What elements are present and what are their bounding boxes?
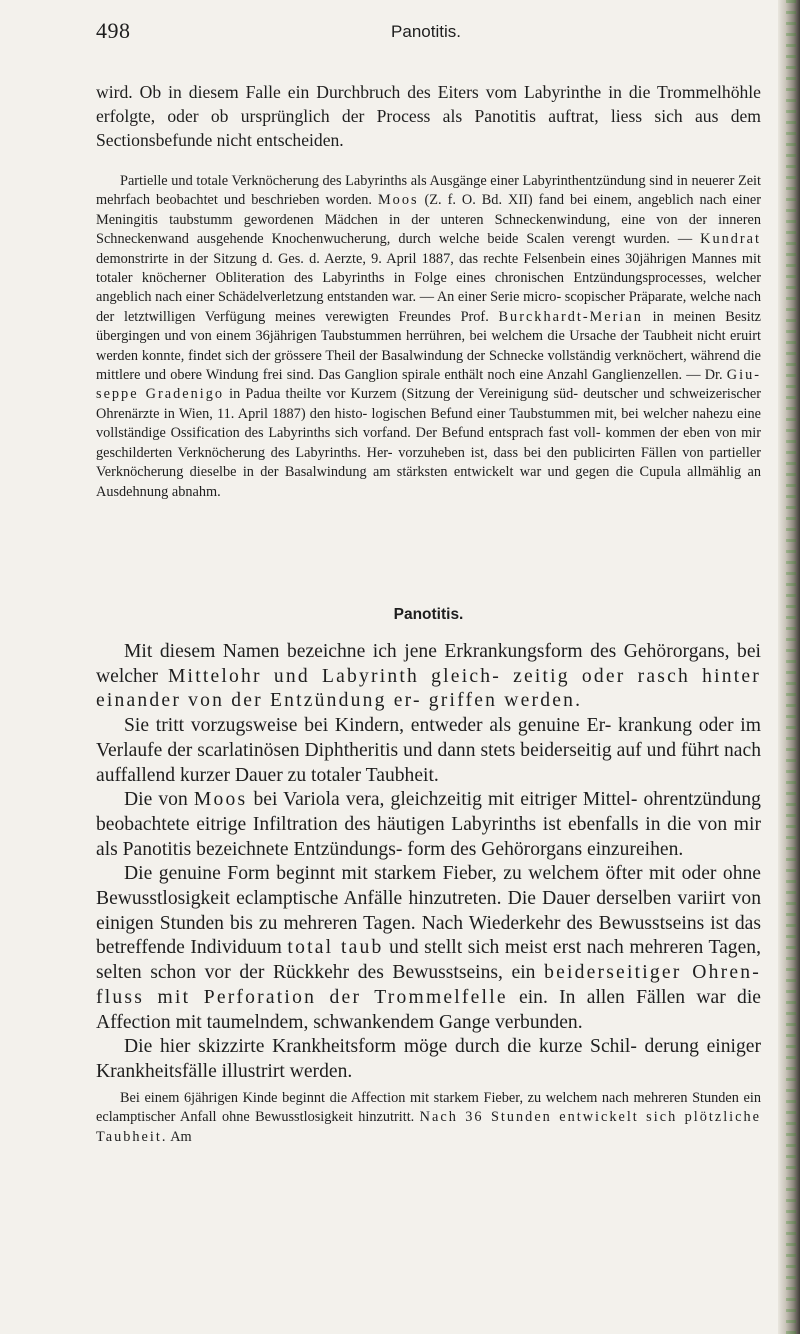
page-header — [96, 18, 756, 52]
opening-paragraph: wird. Ob in diesem Falle ein Durchbruch des Eiters vom Labyrinthe in die Trommelhöhle erfolgte, oder ob ursprünglich der Process als Panotitis auftrat, liess sich aus dem Sectionsbefunde nicht entscheiden. — [96, 82, 761, 150]
small-text-d: in meinen Besitz übergingen und von einem 36jährigen Taubstummen herrühren, bei welchem die Ursache der Taubheit nicht eruirt werden konnte, findet sich der grössere Theil der Basalwindung der Schnecke vollständig verknöchert, während die mittlere und obere Windung frei sind. Das Ganglion spirale enthält noch eine Anzahl Ganglienzellen. — Dr. — [96, 308, 762, 384]
genuine-text-c: ein. In allen Fällen war die Affection mit taumelndem, schwankendem Gange verbunden. — [96, 986, 761, 1033]
genuine-form-paragraph — [96, 862, 761, 1035]
main-text-block — [96, 640, 761, 1085]
small-print-paragraph — [96, 172, 761, 502]
spine-color-marks — [786, 0, 796, 1334]
upper-text-block — [96, 80, 761, 502]
author-moos: Moos — [377, 192, 419, 209]
small-text-a: Partielle und totale Verknöcherung des Labyrinths als Ausgänge einer Labyrinthentzündung sind in neuerer Zeit mehrfach beobachtet und beschrieben worden. — [96, 173, 761, 209]
case-text-a: Bei einem 6jährigen Kinde beginnt die Affection mit starkem Fieber, zu welchem nach mehreren Stunden ein eclamptischer Anfall ohne Bewusstlosigkeit hinzutritt. — [96, 1090, 761, 1126]
small-text-c: demonstrirte in der Sitzung d. Ges. d. Aerzte, 9. April 1887, das rechte Felsenbein eines 30jährigen Mannes mit totaler knöcherner Obliteration des Labyrinths in Folge eines chronischen Entzündungsprocesses, welcher angeblich nach einer Schädelverletzung entstanden war. — An einer Serie micro- scopischer Präparate, welche nach der letztwilligen Verfügung meines verewigten Freundes Prof. — [96, 250, 761, 325]
section-heading: Panotitis. — [393, 606, 464, 623]
variola-paragraph — [96, 788, 761, 862]
genuine-text-a: Die genuine Form beginnt mit starkem Fieber, zu welchem öfter mit oder ohne Bewusstlosigkeit eclamptische Anfälle hinzutreten. Die Dauer derselben variirt von einigen Stunden bis zu mehreren Tagen. Nach Wiederkehr des Bewusstseins ist das betreffende Individuum — [96, 863, 761, 959]
intro-paragraph — [96, 640, 761, 714]
genuine-text-b: und stellt sich meist erst nach mehreren Tagen, selten schon vor der Rückkehr des Bewusstseins, ein — [96, 937, 761, 984]
case-text-c: Am — [170, 1128, 192, 1145]
intro-text: Mit diesem Namen bezeichne ich jene Erkrankungsform des Gehörorgans, bei welcher — [96, 641, 761, 687]
cases-paragraph: Die hier skizzirte Krankheitsform möge durch die kurze Schil- derung einiger Krankheitsfälle illustrirt werden. — [96, 1036, 761, 1082]
running-head: Panotitis. — [391, 22, 461, 41]
author-kundrat: Kundrat — [700, 231, 761, 248]
case-emphasis: Nach 36 Stunden entwickelt sich plötzliche Taubheit. — [96, 1109, 761, 1145]
case-paragraph — [96, 1089, 761, 1147]
page-number: 498 — [96, 18, 131, 43]
author-moos-2: Moos — [193, 789, 248, 811]
intro-emphasis: Mittelohr und Labyrinth gleich- zeitig oder rasch hinter einander von der Entzündung er- griffen werden. — [96, 665, 761, 712]
case-text-block — [96, 1089, 761, 1147]
total-taub-emphasis: total taub — [287, 937, 384, 959]
small-text-e: in Padua theilte vor Kurzem (Sitzung der Vereinigung süd- deutscher und schweizerischer Ohrenärzte in Wien, 11. April 1887) den histo- logischen Befund einer Taubstummen mit, bei welcher nahezu eine vollständige Ossification des Labyrinths sich vorfand. Der Befund entsprach fast voll- kommen der eben von mir geschilderten Verknöcherung des Labyrinths. Her- vorzuheben ist, dass bei den publicirten Fällen von partieller Verknöcherung dieselbe in der Basalwindung am stärksten entwickelt war und gegen die Cupula allmählig an Ausdehnung abnahm. — [96, 386, 761, 500]
children-paragraph: Sie tritt vorzugsweise bei Kindern, entweder als genuine Er- krankung oder im Verlaufe der scarlatinösen Diphtheritis und dann stets beiderseitig auf und führt nach auffallend kurzer Dauer zu totaler Taubheit. — [96, 715, 761, 786]
ohrenfluss-emphasis: beiderseitiger Ohren- fluss mit Perforation der Trommelfelle — [96, 962, 761, 1008]
author-burckhardt: Burckhardt-Merian — [498, 308, 643, 325]
variola-text-a: Die von — [124, 789, 188, 811]
author-gradenigo: Giu- seppe Gradenigo — [96, 367, 761, 403]
variola-text-b: bei Variola vera, gleichzeitig mit eitriger Mittel- ohrentzündung beobachtete eitrige Infiltration des häutigen Labyrinths ist ebenfalls in die von mir als Panotitis bezeichnete Entzündungs- form des Gehörorgans einzureihen. — [96, 789, 761, 860]
small-text-b: (Z. f. O. Bd. XII) fand bei einem, angeblich nach einer Meningitis taubstumm gewordenen Mädchen in der unteren Schneckenwindung, eine von der inneren Schneckenwand ausgehende Knochenwucherung, durch welche beide Scalen verengt wurden. — — [96, 192, 761, 248]
